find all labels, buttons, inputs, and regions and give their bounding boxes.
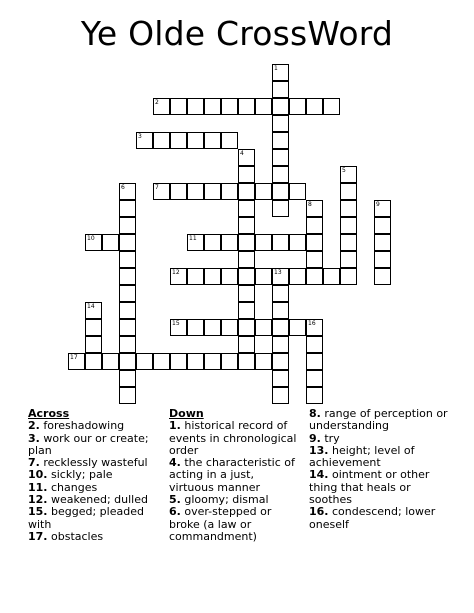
grid-cell[interactable] — [238, 302, 255, 319]
clue-number: 10. — [28, 468, 48, 482]
clue-number-2: 2 — [155, 99, 159, 106]
grid-cell[interactable] — [119, 285, 136, 302]
grid-cell[interactable] — [238, 217, 255, 234]
clue-text: gloomy; dismal — [184, 493, 269, 507]
clue-number: 2. — [28, 419, 40, 433]
down-clue — [169, 506, 301, 543]
grid-cell[interactable] — [85, 319, 102, 336]
grid-cell[interactable] — [374, 251, 391, 268]
grid-cell[interactable] — [238, 200, 255, 217]
grid-cell[interactable] — [119, 370, 136, 387]
grid-cell[interactable] — [238, 98, 255, 115]
grid-cell[interactable] — [374, 268, 391, 285]
down-clue — [309, 445, 449, 470]
grid-cell[interactable] — [102, 353, 119, 370]
clue-number: 3. — [28, 431, 40, 445]
grid-cell[interactable] — [272, 353, 289, 370]
grid-cell[interactable] — [255, 98, 272, 115]
clue-text: obstacles — [51, 529, 104, 543]
grid-cell[interactable] — [119, 251, 136, 268]
clue-number-7: 7 — [155, 184, 159, 191]
clue-number: 9. — [309, 431, 321, 445]
grid-cell[interactable] — [272, 336, 289, 353]
grid-cell[interactable] — [272, 285, 289, 302]
grid-cell[interactable] — [170, 353, 187, 370]
clue-number: 16. — [309, 505, 329, 519]
clue-text: begged; pleaded with — [28, 505, 144, 531]
grid-cell[interactable] — [289, 319, 306, 336]
grid-cell[interactable] — [119, 200, 136, 217]
grid-cell[interactable] — [187, 319, 204, 336]
grid-cell[interactable] — [238, 285, 255, 302]
down-clue — [169, 420, 301, 457]
clue-text: range of perception or understanding — [309, 407, 448, 433]
grid-cell[interactable] — [255, 319, 272, 336]
clue-number-14: 14 — [87, 303, 95, 310]
clue-text: height; level of achievement — [309, 443, 415, 470]
grid-cell[interactable] — [153, 353, 170, 370]
clue-number-6: 6 — [121, 184, 125, 191]
grid-cell[interactable] — [306, 251, 323, 268]
grid-cell[interactable] — [170, 183, 187, 200]
clue-number: 11. — [28, 480, 48, 494]
clue-number: 8. — [309, 407, 321, 420]
grid-cell[interactable] — [119, 336, 136, 353]
grid-cell[interactable] — [272, 234, 289, 251]
across-clue — [28, 506, 160, 531]
grid-cell[interactable] — [221, 98, 238, 115]
down-heading: Down — [169, 407, 204, 420]
grid-cell[interactable] — [289, 183, 306, 200]
clue-number: 5. — [169, 493, 181, 507]
grid-cell[interactable] — [272, 132, 289, 149]
across-clues — [28, 408, 160, 543]
clue-number-8: 8 — [308, 201, 312, 208]
grid-cell[interactable] — [306, 234, 323, 251]
grid-cell[interactable] — [272, 302, 289, 319]
grid-cell[interactable] — [119, 268, 136, 285]
down-clue — [309, 506, 449, 531]
grid-cell[interactable] — [221, 268, 238, 285]
grid-cell[interactable] — [119, 319, 136, 336]
clue-text: over-stepped or broke (a law or commandment) — [169, 505, 272, 543]
grid-cell[interactable] — [119, 387, 136, 404]
grid-cell[interactable] — [119, 234, 136, 251]
grid-cell[interactable] — [272, 81, 289, 98]
grid-cell[interactable] — [289, 268, 306, 285]
grid-cell[interactable] — [306, 353, 323, 370]
clue-number-5: 5 — [342, 167, 346, 174]
grid-cell[interactable] — [272, 183, 289, 200]
clue-number-11: 11 — [189, 235, 197, 242]
grid-cell[interactable] — [306, 217, 323, 234]
grid-cell[interactable] — [340, 200, 357, 217]
grid-cell[interactable] — [340, 217, 357, 234]
grid-cell[interactable] — [306, 98, 323, 115]
grid-cell[interactable] — [221, 319, 238, 336]
grid-cell[interactable] — [85, 353, 102, 370]
grid-cell[interactable] — [238, 336, 255, 353]
clue-text: ointment or other thing that heals or soothes — [309, 468, 430, 507]
clue-number-15: 15 — [172, 320, 180, 327]
grid-cell[interactable] — [221, 183, 238, 200]
grid-cell[interactable] — [238, 183, 255, 200]
grid-cell[interactable] — [119, 353, 136, 370]
grid-cell[interactable] — [187, 98, 204, 115]
clue-text: changes — [51, 480, 98, 494]
across-clue — [28, 531, 160, 543]
grid-cell[interactable] — [204, 98, 221, 115]
clue-text: the characteristic of acting in a just, virtuous manner — [169, 456, 295, 494]
grid-cell[interactable] — [272, 166, 289, 183]
clue-number: 15. — [28, 505, 48, 519]
clue-text: weakened; dulled — [51, 493, 148, 507]
clue-number: 4. — [169, 456, 181, 470]
clue-number-17: 17 — [70, 354, 78, 361]
clue-text: sickly; pale — [51, 468, 113, 482]
grid-cell[interactable] — [340, 183, 357, 200]
grid-cell[interactable] — [289, 234, 306, 251]
clue-number-4: 4 — [240, 150, 244, 157]
grid-cell[interactable] — [374, 234, 391, 251]
clue-text: recklessly wasteful — [43, 456, 148, 470]
clue-text: work our or create; plan — [28, 431, 149, 457]
grid-cell[interactable] — [204, 234, 221, 251]
clue-number-1: 1 — [274, 65, 278, 72]
grid-cell[interactable] — [187, 183, 204, 200]
grid-cell[interactable] — [119, 302, 136, 319]
grid-cell[interactable] — [221, 234, 238, 251]
grid-cell[interactable] — [85, 336, 102, 353]
clue-number: 12. — [28, 493, 48, 507]
clue-number: 17. — [28, 529, 48, 543]
grid-cell[interactable] — [272, 370, 289, 387]
grid-cell[interactable] — [340, 234, 357, 251]
grid-cell[interactable] — [170, 98, 187, 115]
grid-cell[interactable] — [153, 132, 170, 149]
down-clues-continued — [309, 408, 449, 531]
clue-number-10: 10 — [87, 235, 95, 242]
clue-text: condescend; lower oneself — [309, 505, 436, 531]
grid-cell[interactable] — [272, 200, 289, 217]
clue-number-3: 3 — [138, 133, 142, 140]
grid-cell[interactable] — [306, 387, 323, 404]
grid-cell[interactable] — [221, 353, 238, 370]
grid-cell[interactable] — [238, 166, 255, 183]
clue-number: 1. — [169, 419, 181, 433]
grid-cell[interactable] — [136, 353, 153, 370]
grid-cell[interactable] — [323, 98, 340, 115]
grid-cell[interactable] — [255, 353, 272, 370]
across-heading: Across — [28, 407, 70, 420]
grid-cell[interactable] — [272, 319, 289, 336]
clue-number: 7. — [28, 456, 40, 470]
clue-text: foreshadowing — [43, 419, 125, 433]
grid-cell[interactable] — [238, 319, 255, 336]
clue-number-13: 13 — [274, 269, 282, 276]
clue-text: historical record of events in chronological order — [169, 419, 297, 457]
grid-cell[interactable] — [187, 132, 204, 149]
grid-cell[interactable] — [238, 234, 255, 251]
clue-number-9: 9 — [376, 201, 380, 208]
grid-cell[interactable] — [289, 98, 306, 115]
grid-cell[interactable] — [255, 234, 272, 251]
grid-cell[interactable] — [255, 183, 272, 200]
grid-cell[interactable] — [272, 149, 289, 166]
grid-cell[interactable] — [102, 234, 119, 251]
clue-number-12: 12 — [172, 269, 180, 276]
grid-cell[interactable] — [306, 336, 323, 353]
down-clue — [309, 469, 449, 506]
puzzle-title: Ye Olde CrossWord — [80, 14, 394, 53]
grid-cell[interactable] — [238, 251, 255, 268]
grid-cell[interactable] — [272, 98, 289, 115]
down-clue — [309, 408, 449, 433]
grid-cell[interactable] — [340, 268, 357, 285]
grid-cell[interactable] — [204, 183, 221, 200]
grid-cell[interactable] — [204, 132, 221, 149]
grid-cell[interactable] — [204, 319, 221, 336]
grid-cell[interactable] — [323, 268, 340, 285]
clue-number: 6. — [169, 505, 181, 519]
down-clues — [169, 408, 301, 543]
grid-cell[interactable] — [187, 268, 204, 285]
grid-cell[interactable] — [221, 132, 238, 149]
clue-text: try — [324, 431, 340, 445]
grid-cell[interactable] — [306, 370, 323, 387]
grid-cell[interactable] — [255, 268, 272, 285]
down-clue — [169, 457, 301, 494]
grid-cell[interactable] — [170, 132, 187, 149]
clue-number-16: 16 — [308, 320, 316, 327]
grid-cell[interactable] — [306, 268, 323, 285]
grid-cell[interactable] — [238, 268, 255, 285]
grid-cell[interactable] — [272, 115, 289, 132]
grid-cell[interactable] — [374, 217, 391, 234]
grid-cell[interactable] — [272, 387, 289, 404]
grid-cell[interactable] — [238, 353, 255, 370]
grid-cell[interactable] — [340, 251, 357, 268]
clue-number: 14. — [309, 468, 329, 482]
grid-cell[interactable] — [204, 353, 221, 370]
clue-number: 13. — [309, 443, 329, 457]
grid-cell[interactable] — [119, 217, 136, 234]
grid-cell[interactable] — [187, 353, 204, 370]
grid-cell[interactable] — [204, 268, 221, 285]
across-clue — [28, 433, 160, 458]
